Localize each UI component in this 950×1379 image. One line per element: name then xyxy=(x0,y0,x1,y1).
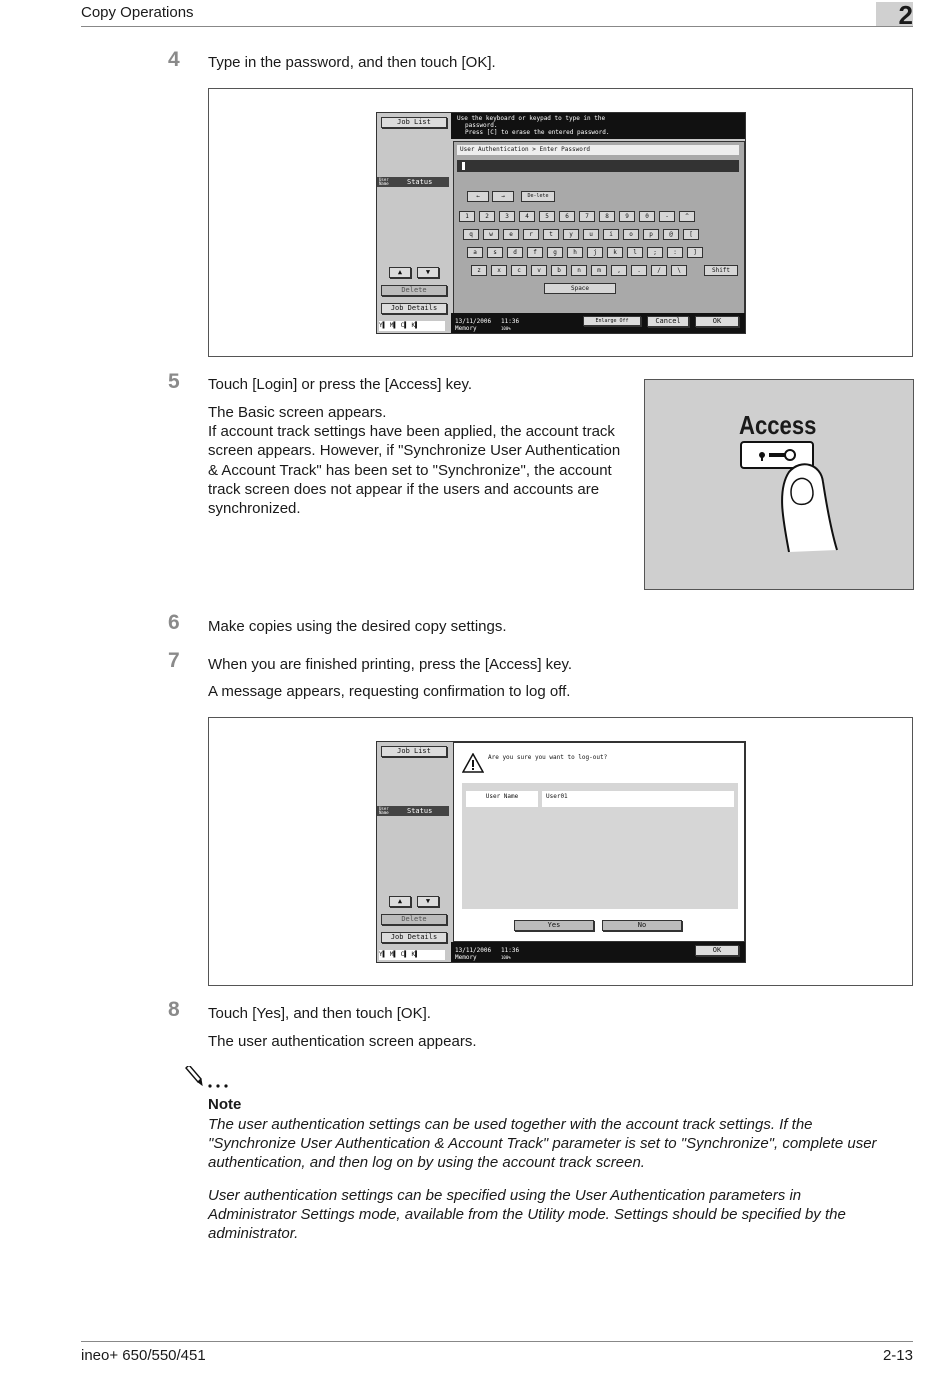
keyboard-key[interactable]: [ xyxy=(683,229,699,240)
yes-button[interactable]: Yes xyxy=(514,920,594,931)
keyboard-key[interactable]: g xyxy=(547,247,563,258)
status-label[interactable]: Status xyxy=(407,807,433,815)
shift-key[interactable]: Shift xyxy=(704,265,738,276)
chapter-number: 2 xyxy=(898,0,913,30)
note-line: administrator. xyxy=(208,1225,299,1243)
access-key-illustration xyxy=(644,379,914,590)
keyboard-key[interactable]: ^ xyxy=(679,211,695,222)
status-bar xyxy=(451,942,745,962)
keyboard-key[interactable]: 8 xyxy=(599,211,615,222)
keyboard-key[interactable]: o xyxy=(623,229,639,240)
logout-question: Are you sure you want to log-out? xyxy=(488,754,608,761)
note-line: authentication, and then log on by using the account track screen. xyxy=(208,1154,645,1172)
keyboard-key[interactable]: 0 xyxy=(639,211,655,222)
keyboard-key[interactable]: 7 xyxy=(579,211,595,222)
enlarge-button[interactable]: Enlarge Off xyxy=(583,316,641,326)
step-text: Type in the password, and then touch [OK]. xyxy=(208,54,496,71)
keyboard-key[interactable]: r xyxy=(523,229,539,240)
step-number: 4 xyxy=(168,48,180,71)
keyboard-key[interactable]: e xyxy=(503,229,519,240)
user-status-bar xyxy=(377,806,449,816)
note-line: User authentication settings can be specified using the User Authentication parameters in xyxy=(208,1187,802,1204)
password-panel xyxy=(376,112,746,334)
user-name-label: User Name xyxy=(379,177,389,186)
keyboard-key[interactable]: b xyxy=(551,265,567,276)
message-line: Use the keyboard or keypad to type in the xyxy=(457,115,606,122)
scroll-up-button[interactable] xyxy=(389,896,411,907)
keyboard-key[interactable]: 9 xyxy=(619,211,635,222)
step-text: Make copies using the desired copy settings. xyxy=(208,618,507,635)
keyboard-key[interactable]: m xyxy=(591,265,607,276)
instruction-message xyxy=(451,113,745,139)
ok-button[interactable]: OK xyxy=(695,945,739,956)
keyboard-key[interactable]: . xyxy=(631,265,647,276)
memory-label: Memory xyxy=(455,325,477,332)
keyboard-key[interactable]: t xyxy=(543,229,559,240)
step-body xyxy=(208,403,638,518)
keyboard-key[interactable]: 6 xyxy=(559,211,575,222)
date: 13/11/2006 xyxy=(455,947,492,954)
keyboard-key[interactable]: @ xyxy=(663,229,679,240)
keyboard-key[interactable]: a xyxy=(467,247,483,258)
job-list-button[interactable]: Job List xyxy=(381,746,447,757)
step-body: The user authentication screen appears. xyxy=(208,1033,477,1050)
keyboard-key[interactable]: p xyxy=(643,229,659,240)
note-paragraph xyxy=(208,1115,918,1173)
keyboard-key[interactable]: x xyxy=(491,265,507,276)
user-name-field-label: User Name xyxy=(466,791,538,807)
keyboard-key[interactable]: z xyxy=(471,265,487,276)
keyboard-key[interactable]: s xyxy=(487,247,503,258)
step-number: 8 xyxy=(168,998,180,1021)
footer-model: ineo+ 650/550/451 xyxy=(81,1347,206,1364)
cursor-left-key[interactable]: ← xyxy=(467,191,489,202)
keyboard-key[interactable]: ; xyxy=(647,247,663,258)
body-line: If account track settings have been applied, the account track xyxy=(208,423,615,441)
no-button[interactable]: No xyxy=(602,920,682,931)
time: 11:36 xyxy=(501,947,520,954)
keyboard-key[interactable]: c xyxy=(511,265,527,276)
cancel-button[interactable]: Cancel xyxy=(647,316,689,327)
body-line: & Account Track" has been set to "Synchronize", the account xyxy=(208,461,612,479)
scroll-down-button[interactable] xyxy=(417,267,439,278)
footer-rule xyxy=(81,1341,913,1342)
date: 13/11/2006 xyxy=(455,318,492,325)
step-body: A message appears, requesting confirmation to log off. xyxy=(208,683,571,700)
delete-key[interactable]: De-lete xyxy=(521,191,555,202)
scroll-down-button[interactable] xyxy=(417,896,439,907)
password-input[interactable] xyxy=(457,160,739,172)
keyboard-key[interactable]: : xyxy=(667,247,683,258)
memory-percent: 100% xyxy=(501,955,511,960)
access-key-label: Access xyxy=(739,410,817,440)
header-rule xyxy=(81,26,913,27)
user-status-bar xyxy=(377,177,449,187)
message-line: Press [C] to erase the entered password. xyxy=(465,129,610,136)
delete-button[interactable]: Delete xyxy=(381,285,447,296)
keyboard-key[interactable]: 1 xyxy=(459,211,475,222)
arrow-up-icon: ▲ xyxy=(397,268,403,276)
arrow-down-icon: ▼ xyxy=(425,268,431,276)
memory-label: Memory xyxy=(455,954,477,961)
keyboard-key[interactable]: w xyxy=(483,229,499,240)
keyboard-key[interactable]: / xyxy=(651,265,667,276)
running-header-title: Copy Operations xyxy=(81,4,194,21)
keyboard-key[interactable]: \ xyxy=(671,265,687,276)
keyboard-key[interactable]: , xyxy=(611,265,627,276)
user-name-field-value: User01 xyxy=(542,791,734,807)
finger-press-icon xyxy=(645,380,913,589)
step-text: Touch [Yes], and then touch [OK]. xyxy=(208,1005,431,1022)
body-line: The Basic screen appears. xyxy=(208,404,387,421)
note-line: The user authentication settings can be used together with the account track settings. If the xyxy=(208,1116,813,1133)
keyboard-key[interactable]: - xyxy=(659,211,675,222)
note-line: Administrator Settings mode, available from the Utility mode. Settings should be specified by the xyxy=(208,1206,846,1224)
job-details-button[interactable]: Job Details xyxy=(381,303,447,314)
keyboard-key[interactable]: q xyxy=(463,229,479,240)
time: 11:36 xyxy=(501,318,520,325)
job-details-button[interactable]: Job Details xyxy=(381,932,447,943)
breadcrumb: User Authentication > Enter Password xyxy=(457,145,739,155)
body-line: screen appears. However, if "Synchronize User Authentication xyxy=(208,442,621,460)
keyboard-key[interactable]: f xyxy=(527,247,543,258)
warning-icon xyxy=(462,753,484,773)
user-info-box xyxy=(462,783,738,909)
delete-button[interactable]: Delete xyxy=(381,914,447,925)
body-line: track screen does not appear if the users and accounts are xyxy=(208,480,600,498)
step-number: 6 xyxy=(168,611,180,634)
keyboard-key[interactable]: d xyxy=(507,247,523,258)
cursor-right-key[interactable]: → xyxy=(492,191,514,202)
note-paragraph xyxy=(208,1186,918,1244)
message-line: password. xyxy=(465,122,498,129)
keyboard-key[interactable]: i xyxy=(603,229,619,240)
keyboard-key[interactable]: 4 xyxy=(519,211,535,222)
keyboard-key[interactable]: 5 xyxy=(539,211,555,222)
toner-indicator: Y▌ M▌ C▌ K▌ xyxy=(379,950,445,960)
space-key[interactable]: Space xyxy=(544,283,616,294)
note-title: Note xyxy=(208,1096,242,1113)
keyboard-key[interactable]: l xyxy=(627,247,643,258)
scroll-up-button[interactable] xyxy=(389,267,411,278)
status-bar xyxy=(451,313,745,333)
keyboard-key[interactable]: 3 xyxy=(499,211,515,222)
arrow-up-icon: ▲ xyxy=(397,897,403,905)
keyboard-key[interactable]: y xyxy=(563,229,579,240)
status-label[interactable]: Status xyxy=(407,178,433,186)
note-pencil-icon xyxy=(184,1066,234,1090)
job-list-button[interactable]: Job List xyxy=(381,117,447,128)
keyboard-key[interactable]: v xyxy=(531,265,547,276)
keyboard-key[interactable]: j xyxy=(587,247,603,258)
keyboard-key[interactable]: 2 xyxy=(479,211,495,222)
keyboard-key[interactable]: ] xyxy=(687,247,703,258)
user-name-label: User Name xyxy=(379,806,389,815)
text-cursor xyxy=(462,162,465,170)
step-text: Touch [Login] or press the [Access] key. xyxy=(208,376,473,393)
step-text: When you are finished printing, press the [Access] key. xyxy=(208,656,573,673)
arrow-down-icon: ▼ xyxy=(425,897,431,905)
ok-button[interactable]: OK xyxy=(695,316,739,327)
body-line: synchronized. xyxy=(208,500,301,518)
memory-percent: 100% xyxy=(501,326,511,331)
logout-panel xyxy=(376,741,746,963)
toner-indicator: Y▌ M▌ C▌ K▌ xyxy=(379,321,445,331)
step-number: 7 xyxy=(168,649,180,672)
page-number: 2-13 xyxy=(882,1347,913,1364)
keyboard-key[interactable]: k xyxy=(607,247,623,258)
logout-dialog xyxy=(453,742,745,942)
keyboard-key[interactable]: h xyxy=(567,247,583,258)
note-line: "Synchronize User Authentication & Account Track" parameter is set to "Synchronize", complete user xyxy=(208,1135,877,1153)
keyboard-area xyxy=(453,141,745,315)
step-number: 5 xyxy=(168,370,180,393)
keyboard-key[interactable]: u xyxy=(583,229,599,240)
keyboard-key[interactable]: n xyxy=(571,265,587,276)
